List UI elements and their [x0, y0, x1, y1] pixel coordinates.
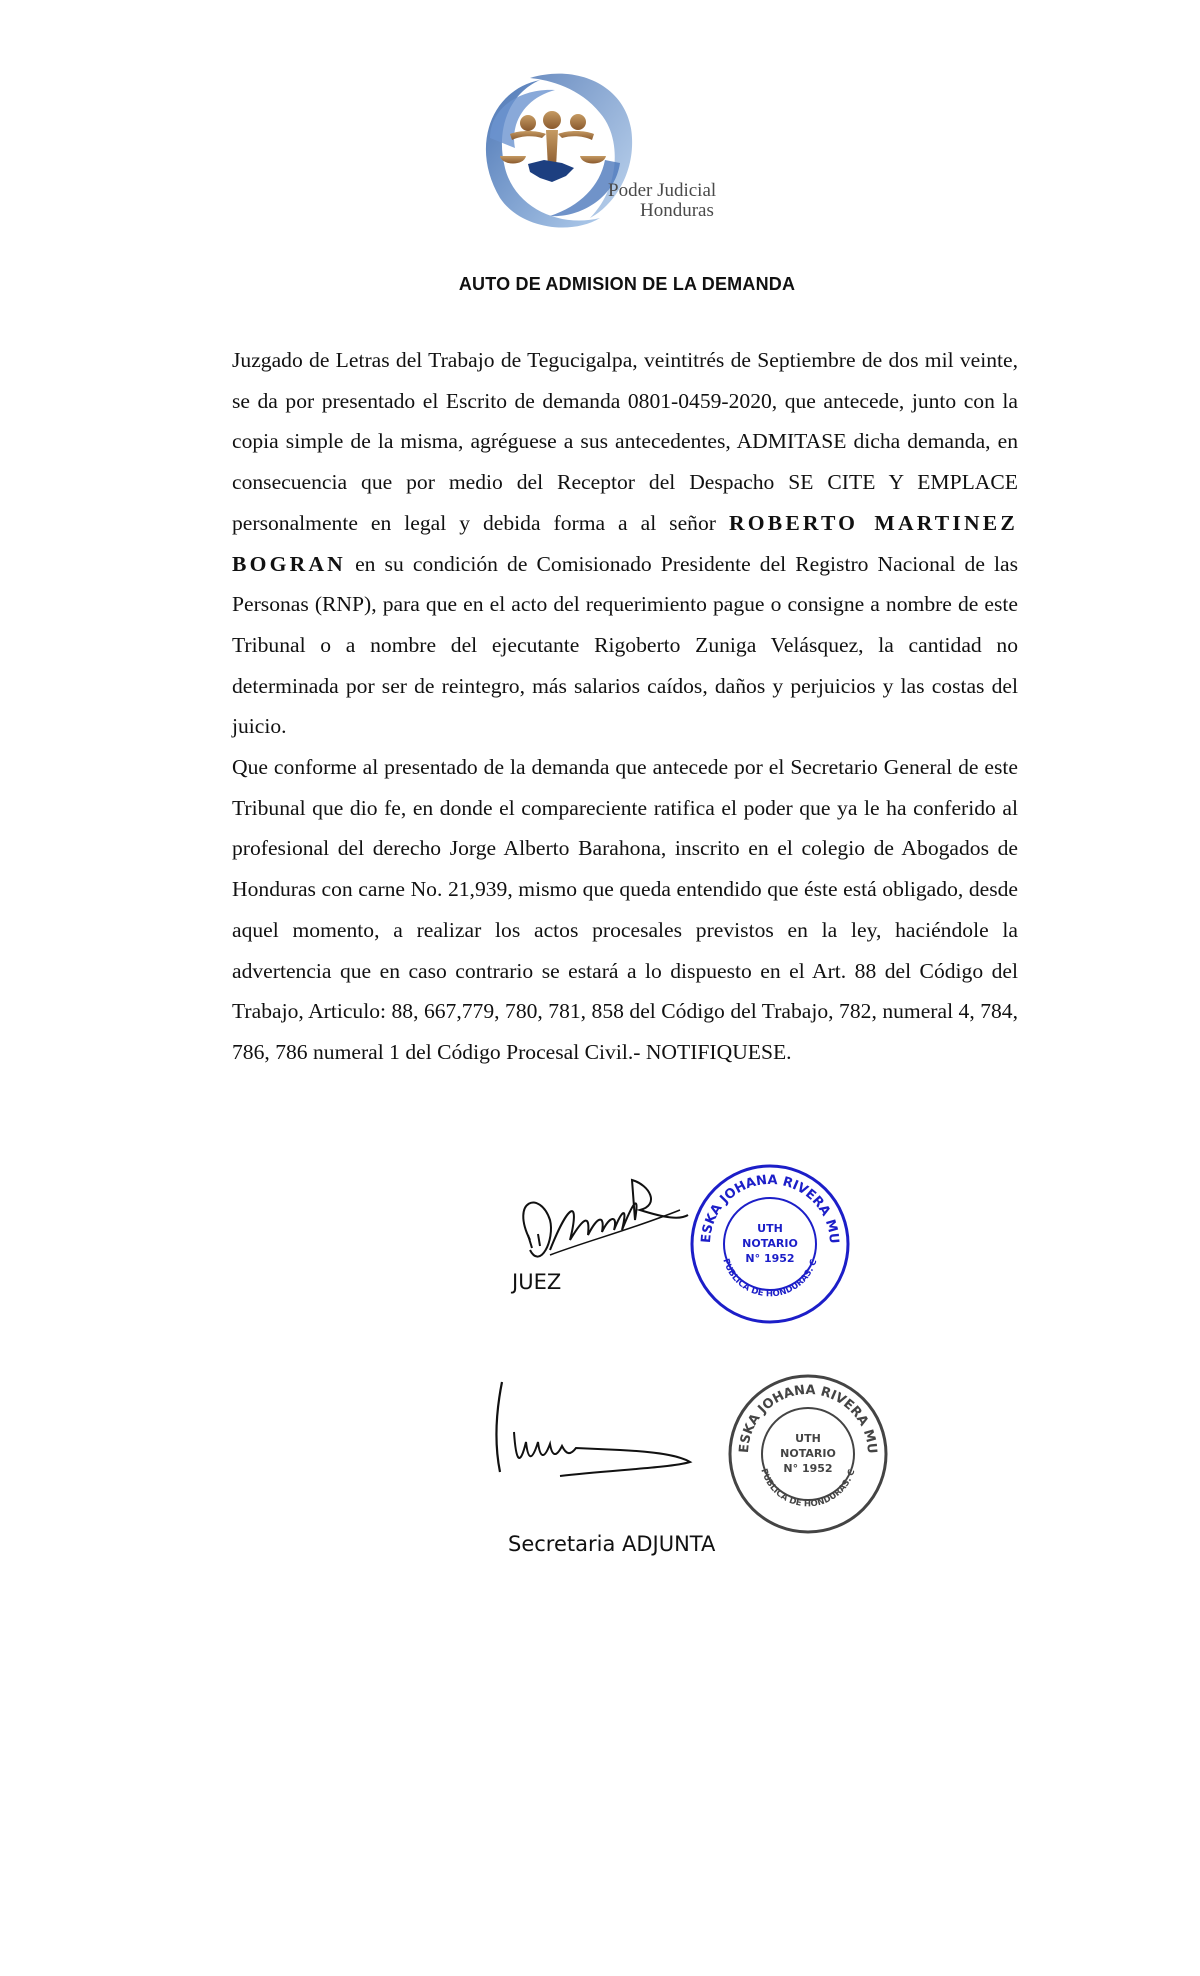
- secretary-label: Secretaria ADJUNTA: [508, 1532, 716, 1556]
- seal2-line-3: N° 1952: [783, 1462, 833, 1475]
- seal-bottom-text: PUBLICA DE HONDURAS. C: [720, 1257, 820, 1300]
- paragraph-1-text-a: Juzgado de Letras del Trabajo de Tegucigalpa, veintitrés de Septiembre de dos mil veinte, se da por presentado el Escrito de demanda 0801-0459-2020, que antecede, junto con la copia simple de la misma, agréguese a sus antecedentes, ADMITASE dicha demanda, en consecuencia que por medio del Receptor del Despacho SE CITE Y EMPLACE personalmente en legal y debida forma a al señor: [232, 348, 1018, 535]
- logo-emblem-icon: [470, 68, 740, 238]
- judge-label: JUEZ: [512, 1270, 562, 1294]
- seal2-ring-text: ESKA JOHANA RIVERA MU: [736, 1382, 880, 1455]
- document-body: [232, 340, 1018, 1073]
- seal-ring-text: ESKA JOHANA RIVERA MU: [698, 1172, 842, 1245]
- seal-line-3: N° 1952: [745, 1252, 795, 1265]
- paragraph-1-text-b: en su condición de Comisionado Presidente del Registro Nacional de las Personas (RNP), para que en el acto del requerimiento pague o consigne a nombre de este Tribunal o a nombre del ejecutante Rigoberto Zuniga Velásquez, la cantidad no determinada por ser de reintegro, más salarios caídos, daños y perjuicios y las costas del juicio.: [232, 551, 1018, 739]
- logo-text-line1: Poder Judicial: [608, 180, 717, 201]
- secretary-signature: [490, 1372, 710, 1492]
- poder-judicial-logo: [470, 68, 740, 238]
- notary-seal-blue: [688, 1162, 852, 1326]
- seal2-line-1: UTH: [795, 1432, 821, 1445]
- seal2-line-2: NOTARIO: [780, 1447, 836, 1460]
- defendant-name: ROBERTO MARTINEZ BOGRAN: [232, 510, 1018, 576]
- seal-line-2: NOTARIO: [742, 1237, 798, 1250]
- paragraph-1: [232, 340, 1018, 747]
- document-title: AUTO DE ADMISION DE LA DEMANDA: [458, 274, 796, 294]
- notary-seal-gray: [726, 1372, 890, 1536]
- seal2-bottom-text: PUBLICA DE HONDURAS. C: [758, 1467, 858, 1510]
- judge-signature: [510, 1160, 690, 1280]
- seal-line-1: UTH: [757, 1222, 783, 1235]
- logo-text-line2: Honduras: [640, 200, 714, 221]
- paragraph-2: Que conforme al presentado de la demanda que antecede por el Secretario General de este Tribunal que dio fe, en donde el compareciente ratifica el poder que ya le ha conferido al profesional del derecho Jorge Alberto Barahona, inscrito en el colegio de Abogados de Honduras con carne No. 21,939, mismo que queda entendido que éste está obligado, desde aquel momento, a realizar los actos procesales previstos en la ley, haciéndole la advertencia que en caso contrario se estará a lo dispuesto en el Art. 88 del Código del Trabajo, Articulo: 88, 667,779, 780, 781, 858 del Código del Trabajo, 782, numeral 4, 784, 786, 786 numeral 1 del Código Procesal Civil.- NOTIFIQUESE.: [232, 755, 1018, 1064]
